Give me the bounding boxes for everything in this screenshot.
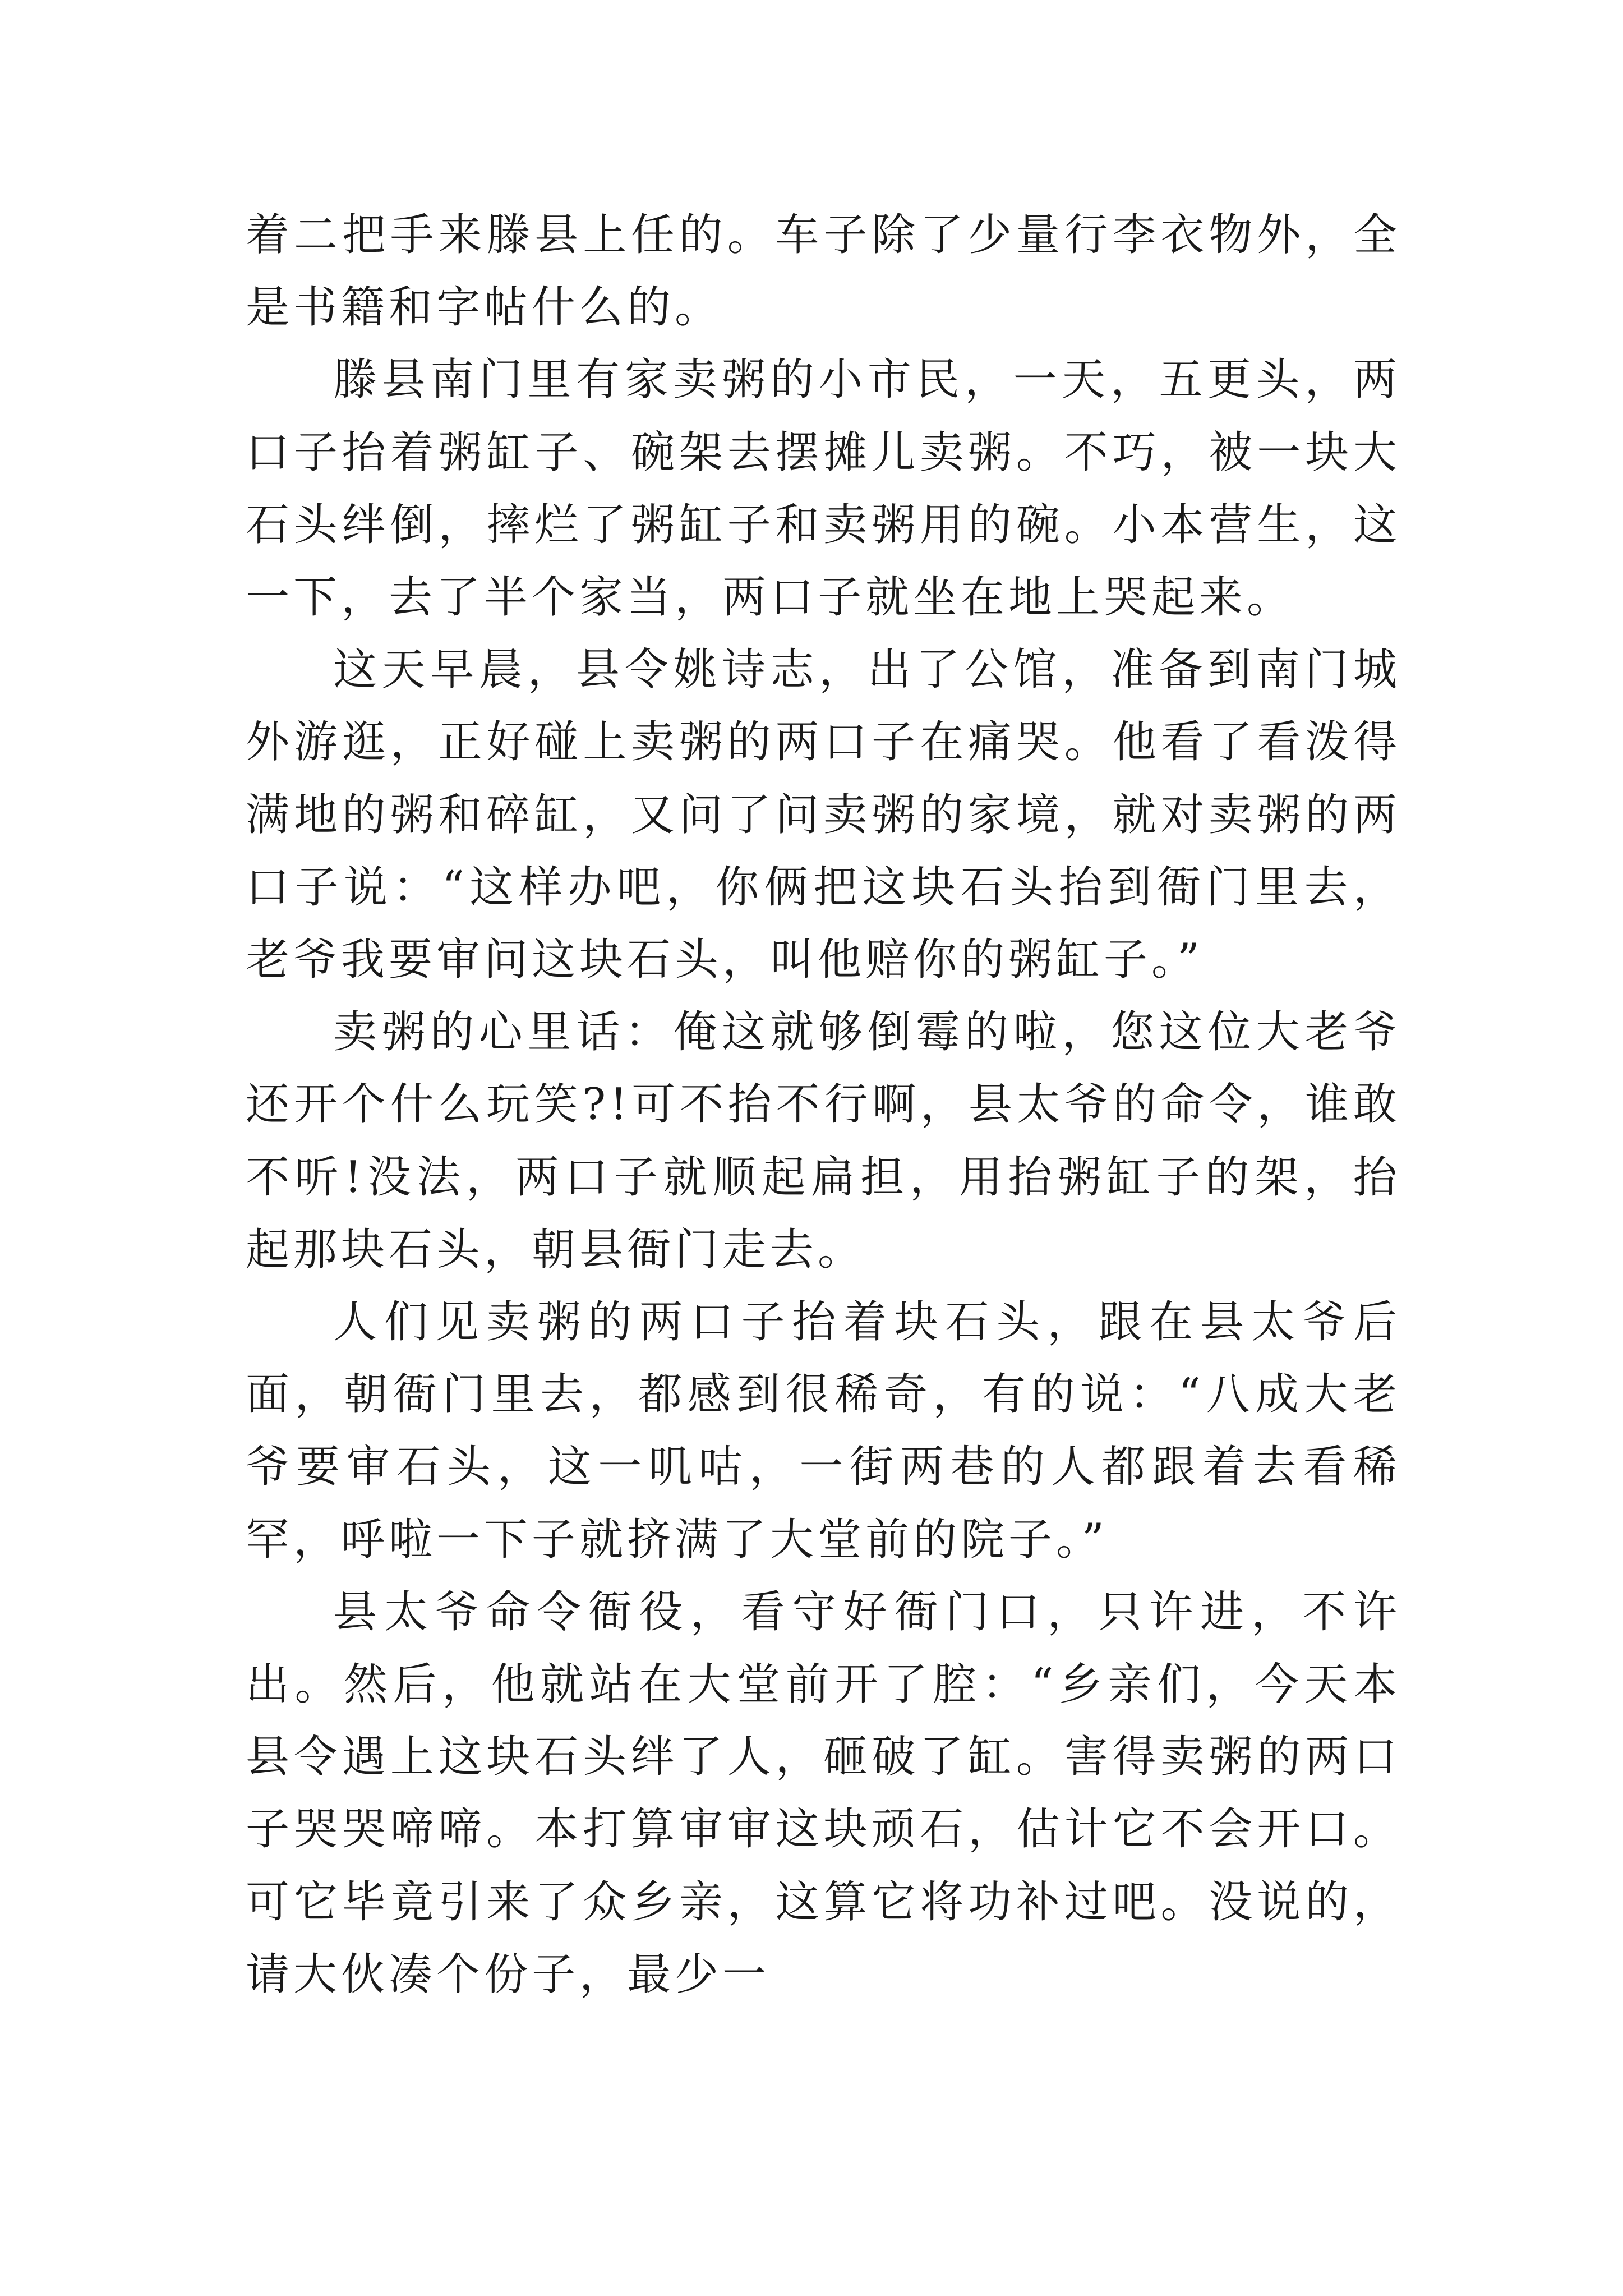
paragraph: 卖粥的心里话：俺这就够倒霉的啦，您这位大老爷还开个什么玩笑?!可不抬不行啊，县太爷的命令，谁敢不听!没法，两口子就顺起扁担，用抬粥缸子的架，抬起那块石头，朝县衙门走去。 — [246, 1007, 1401, 1275]
document-body — [246, 199, 1401, 2011]
paragraph: 人们见卖粥的两口子抬着块石头，跟在县太爷后面，朝衙门里去，都感到很稀奇，有的说：“八成大老爷要审石头，这一叽咕，一街两巷的人都跟着去看稀罕，呼啦一下子就挤满了大堂前的院子。” — [246, 1297, 1401, 1565]
paragraph: 这天早晨，县令姚诗志，出了公馆，准备到南门城外游逛，正好碰上卖粥的两口子在痛哭。他看了看泼得满地的粥和碎缸，又问了问卖粥的家境，就对卖粥的两口子说：“这样办吧，你俩把这块石头抬到衙门里去，老爷我要审问这块石头，叫他赔你的粥缸子。” — [246, 645, 1401, 986]
paragraph-continued: 着二把手来滕县上任的。车子除了少量行李衣物外，全是书籍和字帖什么的。 — [246, 210, 1401, 333]
paragraph: 县太爷命令衙役，看守好衙门口，只许进，不许出。然后，他就站在大堂前开了腔：“乡亲们，今天本县令遇上这块石头绊了人，砸破了缸。害得卖粥的两口子哭哭啼啼。本打算审审这块顽石，估计它不会开口。可它毕竟引来了众乡亲，这算它将功补过吧。没说的，请大伙凑个份子，最少一 — [246, 1586, 1401, 2000]
paragraph: 滕县南门里有家卖粥的小市民，一天，五更头，两口子抬着粥缸子、碗架去摆摊儿卖粥。不巧，被一块大石头绊倒，摔烂了粥缸子和卖粥用的碗。小本营生，这一下，去了半个家当，两口子就坐在地上哭起来。 — [246, 355, 1401, 623]
